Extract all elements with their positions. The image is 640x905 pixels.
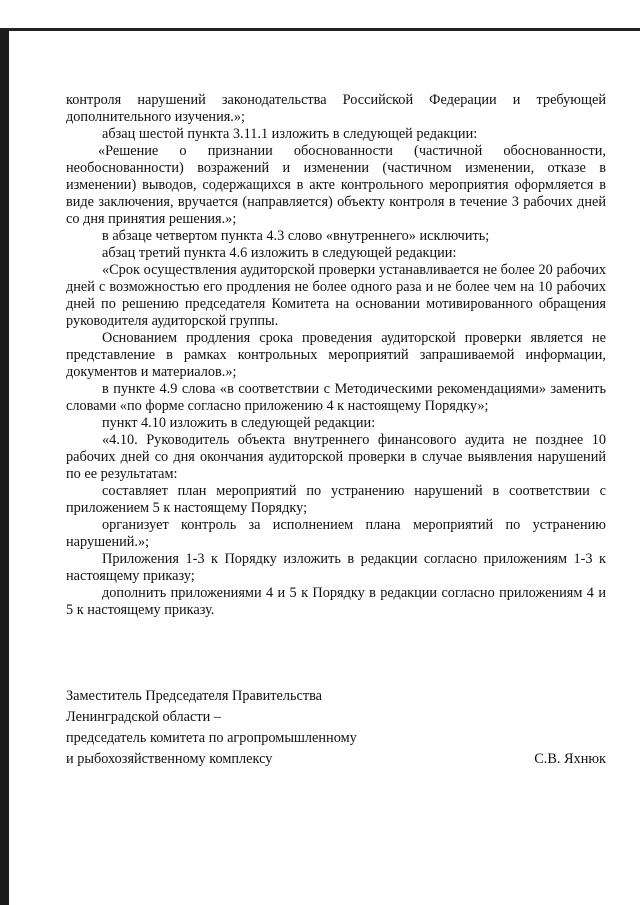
paragraph: абзац шестой пункта 3.11.1 изложить в следующей редакции: bbox=[102, 126, 478, 142]
paragraph: в абзаце четвертом пункта 4.3 слово «внутреннего» исключить; bbox=[102, 228, 490, 244]
paragraph: «4.10. Руководитель объекта внутреннего финансового аудита не позднее 10 рабочих дней со дня окончания аудиторской проверки в случае выявления нарушений по ее результатам: bbox=[66, 432, 606, 482]
paragraph: в пункте 4.9 слова «в соответствии с Методическими рекомендациями» заменить словами «по форме согласно приложению 4 к настоящему Порядку»; bbox=[66, 381, 606, 414]
scan-top-edge bbox=[0, 28, 640, 31]
paragraph: «Решение о признании обоснованности (частичной обоснованности, необоснованности) возражений и изменении (частичном изменении, отказе в изменении) выводов, содержащихся в акте контрольного мероприятия оформляется в виде заключения, вручается (направляется) объекту контроля в течение 3 рабочих дней со дня принятия решения.»; bbox=[66, 143, 606, 227]
signature-block bbox=[66, 686, 606, 770]
paragraph: «Срок осуществления аудиторской проверки устанавливается не более 20 рабочих дней с возможностью его продления не более одного раза и не более чем на 10 рабочих дней по решению председателя Комитета на основании мотивированного обращения руководителя аудиторской группы. bbox=[66, 262, 606, 329]
document-body bbox=[66, 92, 606, 619]
scan-left-edge bbox=[0, 30, 9, 905]
signatory-title-line-2: Ленинградской области – bbox=[66, 709, 221, 725]
paragraph: составляет план мероприятий по устранению нарушений в соответствии с приложением 5 к настоящему Порядку; bbox=[66, 483, 606, 516]
paragraph: абзац третий пункта 4.6 изложить в следующей редакции: bbox=[102, 245, 457, 261]
signatory-title-line-1: Заместитель Председателя Правительства bbox=[66, 688, 323, 704]
paragraph: пункт 4.10 изложить в следующей редакции: bbox=[102, 415, 376, 431]
signatory-name: С.В. Яхнюк bbox=[534, 751, 606, 767]
paragraph: Основанием продления срока проведения аудиторской проверки является не представление в рамках контрольных мероприятий запрашиваемой информации, документов и материалов.»; bbox=[66, 330, 606, 380]
signatory-title-line-4: и рыбохозяйственному комплексу bbox=[66, 751, 273, 767]
signatory-title-line-3: председатель комитета по агропромышленному bbox=[66, 730, 357, 746]
paragraph: дополнить приложениями 4 и 5 к Порядку в редакции согласно приложениям 4 и 5 к настоящему приказу. bbox=[66, 585, 606, 618]
paragraph: контроля нарушений законодательства Российской Федерации и требующей дополнительного изучения.»; bbox=[66, 92, 606, 125]
paragraph: организует контроль за исполнением плана мероприятий по устранению нарушений.»; bbox=[66, 517, 606, 550]
paragraph: Приложения 1-3 к Порядку изложить в редакции согласно приложениям 1-3 к настоящему приказу; bbox=[66, 551, 606, 584]
